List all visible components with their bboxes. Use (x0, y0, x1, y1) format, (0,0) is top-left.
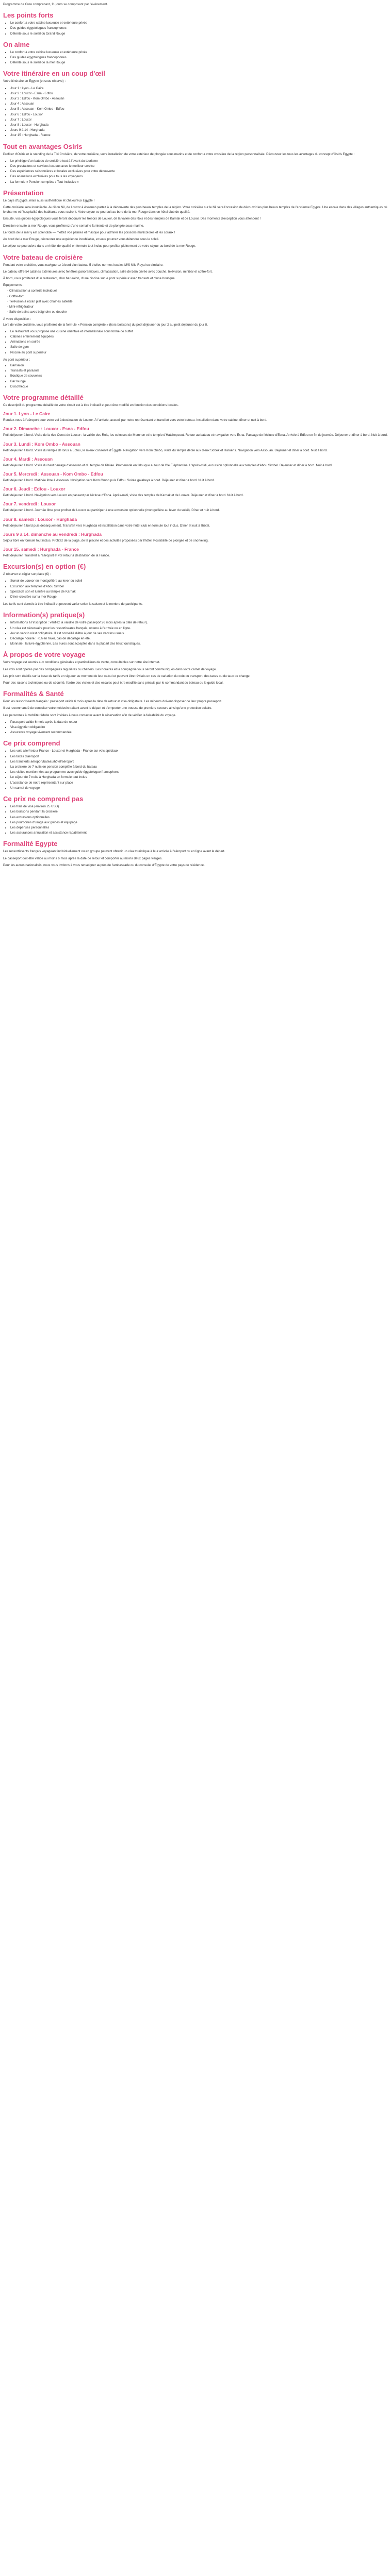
day-text: Petit déjeuner à bord. Navigation vers Louxor en passant par l'écluse d'Esna. Après-midi, visite des temples de Karnak et de Louxor. Déjeuner et dîner à bord. Nuit à bord. (3, 494, 244, 498)
day-text: Petit déjeuner. Transfert à l'aéroport et vol retour à destination de la France. (3, 554, 110, 557)
day-block (3, 486, 388, 498)
paragraph: À réserver et régler sur place (€) : (3, 572, 51, 577)
list-item: • Les taxes d'aéroport (10, 754, 388, 759)
list-item: • Assurance voyage vivement recommandée (10, 730, 388, 735)
day-title: Jour 1. Lyon - Le Caire (3, 411, 51, 417)
list-item: • Détente sous le soleil de la mer Rouge (10, 60, 388, 65)
day-title: Jour 15. samedi : Hurghada - France (3, 547, 79, 552)
section-title: Présentation (3, 189, 44, 197)
list-item: • Le privilège d'un bateau de croisière tout à l'avant du tourisme (10, 159, 388, 163)
list-item: • Les boissons pendant la croisière (10, 809, 388, 814)
paragraph: À bord, vous profiterez d'un restaurant, d'un bar-salon, d'une piscine sur le pont supérieur avec transats et d'une boutique. (3, 276, 176, 280)
paragraph: Pour les ressortissants français : passeport valide 6 mois après la date de retour et visa obligatoire. Les mineurs doivent disposer de leur propre passeport. (3, 700, 222, 704)
day-text: Petit déjeuner à bord. Journée libre pour profiter de Louxor ou participer à une excursion optionnelle (montgolfière au lever du soleil). Dîner et nuit à bord. (3, 509, 220, 513)
section-title: Les points forts (3, 11, 54, 20)
section-title: Tout en avantages Osiris (3, 142, 83, 150)
section-title: Excursion(s) en option (€) (3, 563, 86, 571)
section-inclusions (3, 143, 388, 184)
day-text: Petit déjeuner à bord. Matinée libre à Assouan. Navigation vers Kom Ombo puis Edfou. Soirée galabeya à bord. Déjeuner et dîner à bord. Nuit à bord. (3, 478, 215, 482)
paragraph: Le pays d'Egypte, mais aussi authentique et chaleureux Egypte ! (3, 198, 95, 202)
list-item: • Monnaie : la livre égyptienne. Les euros sont acceptés dans la plupart des lieux touristiques. (10, 641, 388, 646)
day-text: Petit déjeuner à bord puis débarquement. Transfert vers Hurghada et installation dans votre hôtel club en formule tout inclus. Dîner et nuit à l'hôtel. (3, 523, 210, 528)
day-title: Jour 6. Jeudi : Edfou - Louxor (3, 486, 66, 492)
list-item: ◦ Télévision à écran plat avec chaînes satellite (7, 299, 388, 304)
section-title: Formalité Egypte (3, 840, 58, 848)
list-item: • Cabines entièrement équipées (10, 334, 388, 339)
list-item: • Excursion aux temples d'Abou Simbel (10, 584, 388, 589)
day-block (3, 426, 388, 437)
itinerary-list (3, 86, 388, 138)
sub-label: Au pont supérieur : (3, 358, 30, 362)
list-item: • Des prestations et services luxueux avec le meilleur service (10, 164, 388, 168)
sub-label: À votre disposition : (3, 317, 31, 321)
list-item: • Les visites mentionnées au programme avec guide égyptologue francophone (10, 770, 388, 774)
list-item: • Transats et parasols (10, 368, 388, 373)
list-item: • Jour 6 : Edfou - Louxor (10, 112, 388, 117)
list-item: • Visa égyptien obligatoire (10, 725, 388, 730)
list-item: • Jour 5 : Assouan - Kom Ombo - Edfou (10, 107, 388, 111)
paragraph: Le séjour se poursuivra dans un hôtel de qualité en formule tout inclus pour profiter pleinement de votre séjour au bord de la mer Rouge. (3, 244, 196, 248)
list-item: • Les pourboires d'usage aux guides et équipage (10, 820, 388, 825)
paragraph: Ce descriptif du programme détaillé de votre circuit est à titre indicatif et peut être modifié en fonction des conditions locales. (3, 403, 179, 407)
section-title: Ce prix comprend (3, 739, 60, 748)
list-item: • Jour 4 : Assouan (10, 101, 388, 106)
top-note: Programme de Cure comprenant, 11 jours se composant par l'événement. (3, 3, 108, 6)
day-text: Rendez-vous à l'aéroport pour votre vol à destination de Louxor. À l'arrivée, accueil par notre représentant et transfert vers votre bateau. Installation dans votre cabine, dîner et nuit à bord. (3, 418, 267, 422)
paragraph: Les ressortissants français voyageant individuellement ou en groupe peuvent obtenir un visa touristique à leur arrivée à l'aéroport ou en ligne avant le départ. (3, 850, 225, 854)
list-item: • Les vols aller/retour France - Louxor et Hurghada - France sur vols spéciaux (10, 749, 388, 753)
section-title: On aime (3, 40, 30, 48)
inclusions-list (3, 159, 388, 184)
list-item: • Des guides égyptologues francophones (10, 55, 388, 60)
section-title: Information(s) pratique(s) (3, 611, 85, 619)
list-item: • Les frais de visa (environ 25 USD) (10, 804, 388, 809)
paragraph: Profitez d'Osiris et le standing de la Tiki Croisière, de votre croisière, votre installation de votre extérieur de plongée sous marins et de confort à votre croisière de la région personnalisée. Découvrez les tous les avantages du concept d'Osiris Egypte : (3, 152, 355, 156)
paragraph: Les vols sont opérés par des compagnies régulières ou charters. Les horaires et la compagnie vous seront communiqués dans votre carnet de voyage. (3, 667, 217, 671)
paragraph: Lors de votre croisière, vous profiterez de la formule « Pension complète » (hors boissons) du petit déjeuner du jour 2 au petit déjeuner du jour 8. (3, 323, 208, 327)
list-item: • Des animations exclusives pour tous les voyageurs (10, 174, 388, 179)
day-block (3, 471, 388, 483)
section-formalites (3, 690, 388, 735)
page-content (0, 0, 391, 875)
list-item: • Informations à l'inscription : vérifiez la validité de votre passeport (6 mois après la date de retour). (10, 620, 388, 625)
equipment-list (3, 289, 388, 314)
list-item: • Bar lounge (10, 379, 388, 384)
list-item: • Le confort à votre cabine luxueuse et extérieure privée (10, 21, 388, 25)
section-on-aime (3, 41, 388, 65)
infos-list (3, 620, 388, 646)
day-block (3, 547, 388, 558)
day-text: Petit déjeuner à bord. Visite du temple d'Horus à Edfou, le mieux conservé d'Égypte. Navigation vers Kom Ombo, visite du temple dédié aux dieux Sobek et Haroëris. Navigation vers Assouan. Déjeuner et dîner à bord. Nuit à bord. (3, 448, 328, 452)
day-title: Jour 5. Mercredi : Assouan - Kom Ombo - Edfou (3, 471, 103, 477)
day-title: Jour 7. vendredi : Louxor (3, 501, 56, 507)
not-included-list (3, 804, 388, 835)
day-text: Petit déjeuner à bord. Visite du haut barrage d'Assouan et du temple de Philae. Promenade en felouque autour de l'île Éléphantine. L'après-midi, excursion optionnelle aux temples d'Abou Simbel. Déjeuner et dîner à bord. Nuit à bord. (3, 463, 333, 467)
list-item: • Les excursions optionnelles (10, 815, 388, 820)
list-item: • Le confort à votre cabine luxueuse et extérieure privée (10, 50, 388, 55)
list-item: • Des guides égyptologues francophones (10, 26, 388, 30)
list-item: • Spectacle son et lumière au temple de Karnak (10, 589, 388, 594)
list-item: • Jour 8 : Louxor - Hurghada (10, 123, 388, 127)
list-item: ◦ Climatisation à contrôle individuel (7, 289, 388, 293)
section-bateau (3, 253, 388, 389)
day-title: Jour 2. Dimanche : Louxor - Esna - Edfou (3, 426, 89, 432)
day-title: Jour 3. Lundi : Kom Ombo - Assouan (3, 441, 80, 447)
section-title: Votre itinéraire en un coup d'œil (3, 70, 105, 78)
list-item: • Discothèque (10, 384, 388, 389)
list-item: • Des expériences saisonnières et locales exclusives pour votre découverte (10, 169, 388, 174)
section-points-forts (3, 11, 388, 36)
itinerary-intro: Votre itinéraire en Egypte (et sous réserve) : (3, 79, 66, 83)
list-item: • Salle de gym (10, 345, 388, 349)
list-item: • Détente sous le soleil du Grand Rouge (10, 31, 388, 36)
list-item: • Survol de Louxor en montgolfière au lever du soleil (10, 579, 388, 583)
list-item: • Aucun vaccin n'est obligatoire. Il est conseillé d'être à jour de ses vaccins usuels. (10, 631, 388, 636)
day-text: Petit déjeuner à bord. Visite de la rive Ouest de Louxor : la vallée des Rois, les colosses de Memnon et le temple d'Hatchepsout. Retour au bateau et navigation vers Esna. Passage de l'écluse d'Esna. Arrivée à Edfou en fin de journée. Déjeuner et dîner à bord. Nuit à bord. (3, 433, 388, 437)
list-item: • Jour 1 : Lyon - Le Caire (10, 86, 388, 91)
day-block (3, 442, 388, 453)
section-presentation (3, 189, 388, 249)
paragraph: Les tarifs sont donnés à titre indicatif et peuvent varier selon la saison et le nombre de participants. (3, 602, 143, 606)
paragraph: Pour des raisons techniques ou de sécurité, l'ordre des visites et des escales peut être modifié sans préavis par le commandant du bateau ou le guide local. (3, 681, 224, 685)
paragraph: Le passeport doit être valide au moins 6 mois après la date de retour et comporter au moins deux pages vierges. (3, 856, 162, 860)
section-apropos (3, 651, 388, 685)
included-list (3, 749, 388, 790)
onboard-list (3, 329, 388, 355)
list-item: • La croisière de 7 nuits en pension complète à bord du bateau (10, 765, 388, 769)
section-prix-comprend (3, 739, 388, 790)
section-formalite-egypte (3, 840, 388, 868)
section-excursions (3, 563, 388, 606)
day-block (3, 517, 388, 528)
list-item: • Jours 9 à 14 : Hurghada (10, 128, 388, 132)
section-title: Votre programme détaillé (3, 393, 84, 401)
list-item: • Les transferts aéroport/bateau/hôtel/aéroport (10, 759, 388, 764)
section-prix-ne-comprend-pas (3, 795, 388, 835)
formalites-list (3, 720, 388, 735)
day-block (3, 532, 388, 543)
list-item: • Un carnet de voyage (10, 786, 388, 790)
list-item: • Les assurances annulation et assistance rapatriement (10, 831, 388, 835)
list-item: • Les dépenses personnelles (10, 825, 388, 830)
likes-list (3, 50, 388, 65)
section-title: Formalités & Santé (3, 690, 64, 698)
list-item: • L'assistance de notre représentant sur place (10, 781, 388, 785)
list-item: • Le séjour de 7 nuits à Hurghada en formule tout inclus (10, 775, 388, 779)
list-item: • Décalage horaire : +1h en hiver, pas de décalage en été. (10, 636, 388, 641)
day-block (3, 411, 388, 422)
paragraph: Pendant votre croisière, vous naviguerez à bord d'un bateau 5 étoiles normes locales M/S Nile Royal ou similaire. (3, 263, 164, 267)
paragraph: Les personnes à mobilité réduite sont invitées à nous contacter avant la réservation afin de vérifier la faisabilité du voyage. (3, 713, 176, 717)
list-item: ◦ Mini-réfrigérateur (7, 304, 388, 309)
paragraph: Ensuite, vos guides égyptologues vous feront découvrir les trésors de Louxor, de la vallée des Rois et des temples de Karnak et de Louxor. Des moments d'exception vous attendent ! (3, 217, 261, 221)
paragraph: Pour les autres nationalités, nous vous invitons à vous renseigner auprès de l'ambassade ou du consulat d'Égypte de votre pays de résidence. (3, 863, 205, 867)
section-programme (3, 394, 388, 558)
paragraph: Il est recommandé de consulter votre médecin traitant avant le départ et d'emporter une trousse de premiers secours ainsi qu'une protection solaire. (3, 706, 213, 710)
paragraph: Au bord de la mer Rouge, découvrez une expérience inoubliable, et vous pourrez vous détendre sous le soleil. (3, 238, 159, 242)
day-title: Jours 9 à 14. dimanche au vendredi : Hurghada (3, 531, 102, 537)
paragraph: Le bateau offre 54 cabines extérieures avec fenêtres panoramiques, climatisation, salle de bain privée avec douche, télévision, minibar et coffre-fort. (3, 269, 213, 274)
list-item: • Un visa est nécessaire pour les ressortissants français, obtenu à l'arrivée ou en ligne. (10, 626, 388, 631)
section-infos (3, 611, 388, 646)
list-item: • La formule « Pension complète / Tout Inclusive » (10, 180, 388, 184)
day-title: Jour 4. Mardi : Assouan (3, 456, 53, 462)
deck-list (3, 363, 388, 389)
paragraph: Le fonds de la mer y est splendide — mettez vos palmes et masque pour admirer les poissons multicolores et les coraux ! (3, 230, 175, 234)
list-item: • Piscine au pont supérieur (10, 350, 388, 355)
list-item: • Bar/salon (10, 363, 388, 368)
paragraph: Les prix sont établis sur la base de tarifs en vigueur au moment de leur calcul et peuvent être révisés en cas de variation du coût du transport, des taxes ou du taux de change. (3, 674, 251, 678)
list-item: • Jour 7 : Louxor (10, 117, 388, 122)
list-item: • Jour 2 : Louxor - Esna - Edfou (10, 91, 388, 96)
list-item: ◦ Coffre-fort (7, 294, 388, 299)
list-item: ◦ Salle de bains avec baignoire ou douche (7, 310, 388, 314)
list-item: • Boutique de souvenirs (10, 374, 388, 378)
list-item: • Passeport valide 6 mois après la date de retour (10, 720, 388, 724)
paragraph: Direction ensuite la mer Rouge, vous profiterez d'une semaine farniente et de plongée sous-marine. (3, 224, 144, 228)
day-title: Jour 8. samedi : Louxor - Hurghada (3, 516, 77, 522)
section-title: Votre bateau de croisière (3, 253, 83, 261)
section-title: À propos de votre voyage (3, 651, 86, 659)
sub-label: Équipements : (3, 283, 24, 287)
highlights-list (3, 21, 388, 36)
day-text: Séjour libre en formule tout inclus. Profitez de la plage, de la piscine et des activités proposées par l'hôtel. Possibilité de plongée et de snorkeling. (3, 538, 209, 543)
list-item: • Dîner-croisière sur la mer Rouge (10, 595, 388, 599)
list-item: • Jour 3 : Edfou - Kom Ombo - Assouan (10, 96, 388, 101)
section-itineraire (3, 70, 388, 138)
paragraph: Cette croisière sera inoubliable. Au fil du Nil, de Louxor à Assouan partez à la découverte des plus beaux temples de la région. Votre croisière sur le Nil sera l'occasion de découvrir les plus beaux temples de l'ancienne Egypte. Une escale dans des villages authentiques où le charme et l'hospitalité des habitants vous raviront. Votre séjour se poursuit au bord de la mer Rouge dans un hôtel club de qualité. (3, 206, 387, 214)
list-item: • Le restaurant vous propose une cuisine orientale et internationale sous forme de buffet (10, 329, 388, 334)
list-item: • Jour 15 : Hurghada - France (10, 133, 388, 138)
day-block (3, 456, 388, 468)
list-item: • Animations en soirée (10, 340, 388, 344)
day-block (3, 501, 388, 513)
section-title: Ce prix ne comprend pas (3, 795, 84, 803)
excursions-list (3, 579, 388, 599)
paragraph: Votre voyage est soumis aux conditions générales et particulières de vente, consultables sur notre site internet. (3, 660, 160, 665)
